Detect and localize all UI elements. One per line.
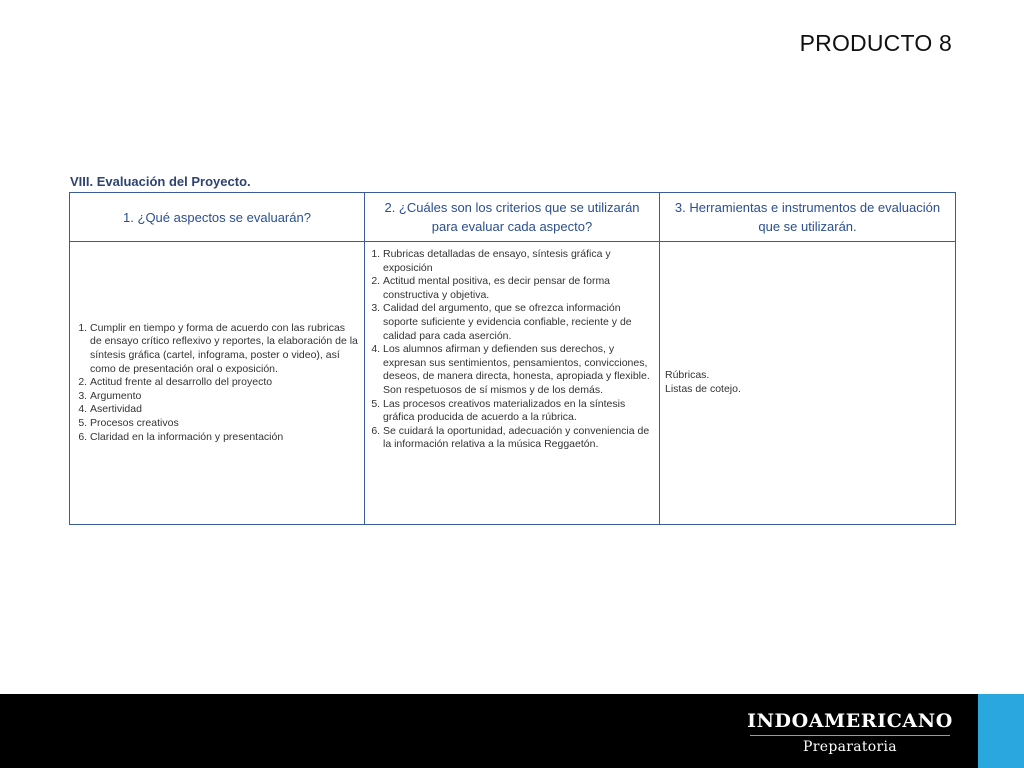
list-item: 6. Claridad en la información y presentación <box>90 431 358 445</box>
table-row <box>70 242 956 525</box>
list-item: 2. Actitud mental positiva, es decir pensar de forma constructiva y objetiva. <box>383 275 651 302</box>
table-header-row <box>70 193 956 242</box>
tool-item: Listas de cotejo. <box>665 383 741 395</box>
list-item: 5. Las procesos creativos materializados en la síntesis gráfica producida de acuerdo a la rúbrica. <box>383 398 651 425</box>
list-item: 4. Los alumnos afirman y defienden sus derechos, y expresan sus sentimientos, pensamientos, convicciones, deseos, de manera directa, honesta, apropiada y flexible. Son respetuosos de sí mismos y de los demás. <box>383 343 651 397</box>
footer-accent-block <box>978 694 1024 768</box>
logo-divider <box>750 735 950 736</box>
tools-cell <box>660 242 956 525</box>
criteria-cell <box>365 242 660 525</box>
logo-subtitle: Preparatoria <box>803 739 897 755</box>
criteria-list <box>365 248 659 452</box>
list-item: 6. Se cuidará la oportunidad, adecuación y conveniencia de la información relativa a la música Reggaetón. <box>383 425 651 452</box>
indoamericano-logo <box>746 708 954 756</box>
list-item: 5. Procesos creativos <box>90 417 358 431</box>
list-item: 3. Argumento <box>90 390 358 404</box>
header-tools: 3. Herramientas e instrumentos de evaluación que se utilizarán. <box>660 193 956 242</box>
list-item: 1. Cumplir en tiempo y forma de acuerdo con las rubricas de ensayo crítico reflexivo y reportes, la elaboración de la síntesis gráfica (cartel, infograma, poster o video), así como de presentación oral o exposición. <box>90 322 358 376</box>
aspects-cell <box>70 242 365 525</box>
slide-title: PRODUCTO 8 <box>799 30 952 56</box>
tool-item: Rúbricas. <box>665 369 710 382</box>
aspects-list <box>70 322 364 444</box>
list-item: 4. Asertividad <box>90 403 358 417</box>
list-item: 3. Calidad del argumento, que se ofrezca información soporte suficiente y evidencia confiable, reciente y de calidad para cada aserción. <box>383 302 651 343</box>
evaluation-table <box>69 192 956 525</box>
header-criteria: 2. ¿Cuáles son los criterios que se utilizarán para evaluar cada aspecto? <box>365 193 660 242</box>
list-item: 1. Rubricas detalladas de ensayo, síntesis gráfica y exposición <box>383 248 651 275</box>
section-heading: VIII. Evaluación del Proyecto. <box>70 174 251 189</box>
header-aspects: 1. ¿Qué aspectos se evaluarán? <box>70 193 365 242</box>
logo-wordmark: INDOAMERICANO <box>747 710 953 732</box>
list-item: 2. Actitud frente al desarrollo del proyecto <box>90 376 358 390</box>
